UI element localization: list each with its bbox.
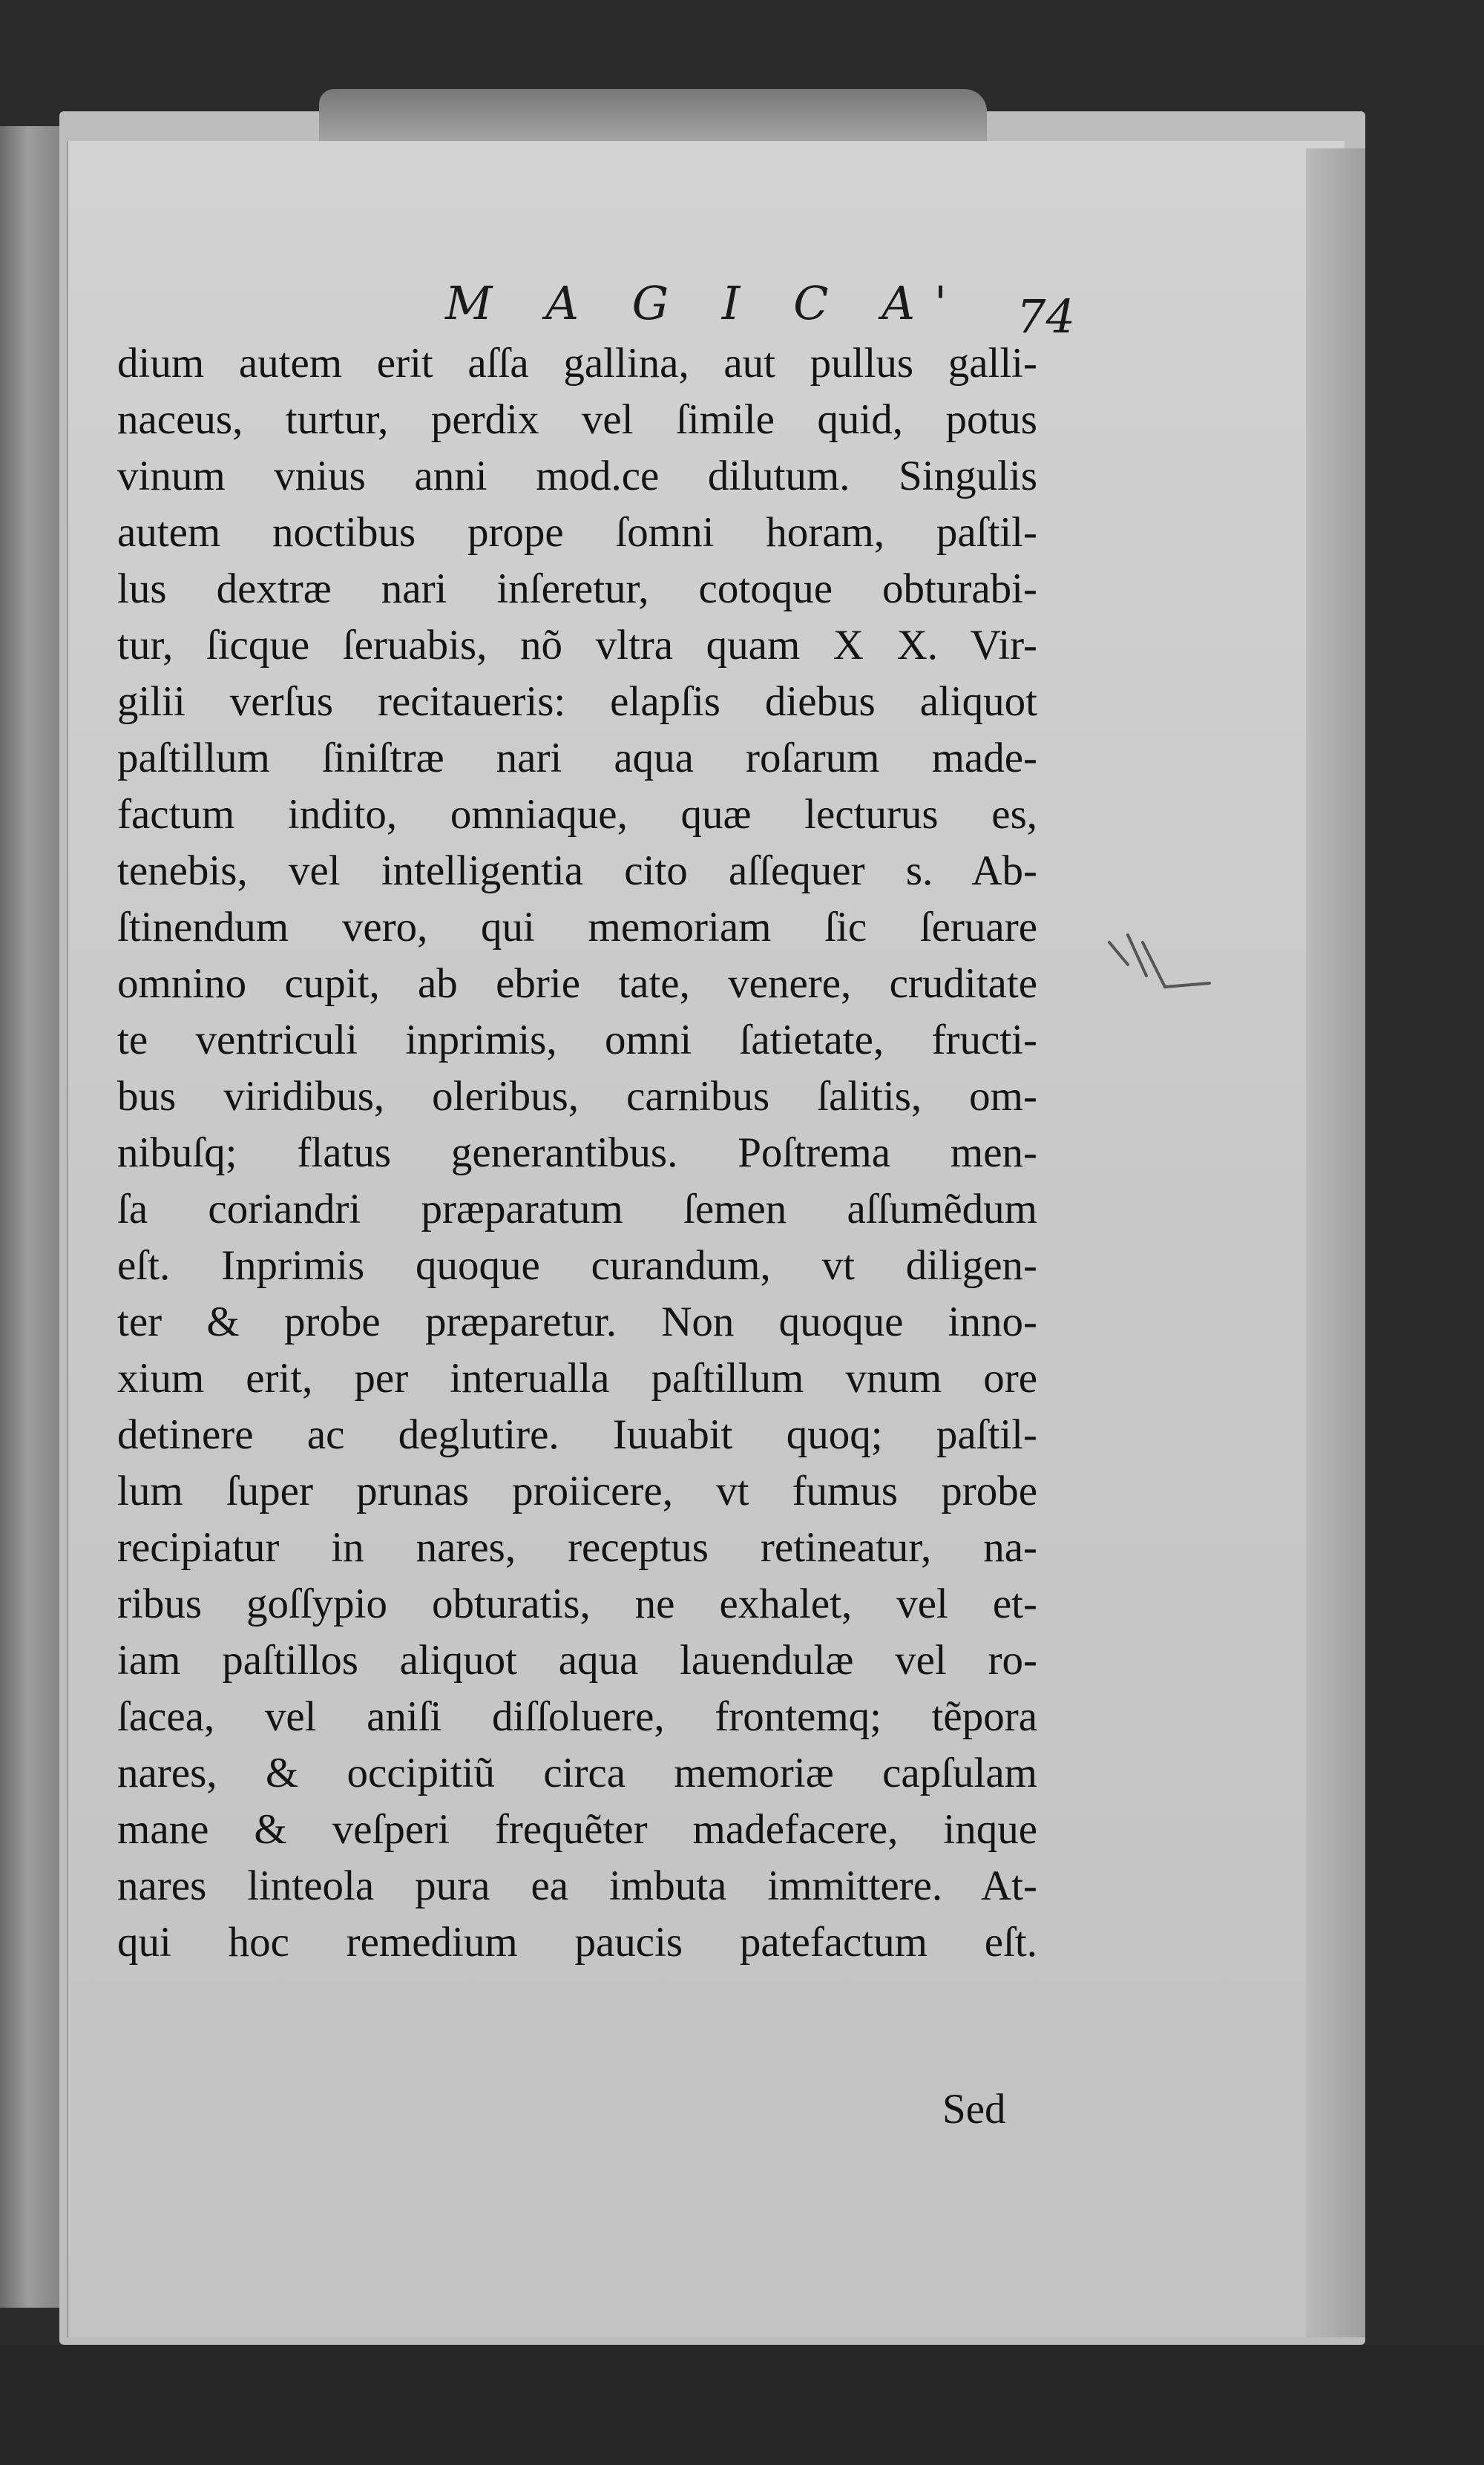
text-line: dium autem erit aſſa gallina, aut pullus galli-: [117, 340, 1037, 387]
text-line: ribus goſſypio obturatis, ne exhalet, vel et-: [117, 1581, 1037, 1627]
text-line: lum ſuper prunas proiicere, vt fumus probe: [117, 1468, 1037, 1514]
text-line: ter & probe præparetur. Non quoque inno-: [117, 1299, 1037, 1345]
scan-background-bottom: [0, 2345, 1484, 2465]
catchword: Sed: [942, 2086, 1006, 2133]
text-line: ſtinendum vero, qui memoriam ſic ſeruare: [117, 904, 1037, 951]
text-block: [117, 335, 1037, 1971]
text-line: omnino cupit, ab ebrie tate, venere, cruditate: [117, 960, 1037, 1007]
text-line: lus dextræ nari inſeretur, cotoque obturabi-: [117, 565, 1037, 612]
text-line: detinere ac deglutire. Iuuabit quoq; paſtil-: [117, 1411, 1037, 1458]
text-line: nibuſq; flatus generantibus. Poſtrema men-: [117, 1129, 1037, 1176]
text-line: te ventriculi inprimis, omni ſatietate, fructi-: [117, 1017, 1037, 1063]
text-line: nares, & occipitiũ circa memoriæ capſulam: [117, 1750, 1037, 1796]
text-line: nares linteola pura ea imbuta immittere. At-: [117, 1862, 1037, 1909]
text-line: naceus, turtur, perdix vel ſimile quid, potus: [117, 396, 1037, 443]
text-line: eſt. Inprimis quoque curandum, vt diligen-: [117, 1242, 1037, 1289]
text-line: iam paſtillos aliquot aqua lauendulæ vel ro-: [117, 1637, 1037, 1684]
text-line: bus viridibus, oleribus, carnibus ſalitis, om-: [117, 1073, 1037, 1120]
text-line: tenebis, vel intelligentia cito aſſequer s. Ab-: [117, 847, 1037, 894]
page-edge-right: [1306, 148, 1365, 2337]
text-line: qui hoc remedium paucis patefactum eſt.: [117, 1919, 1037, 1966]
running-head: M A G I C A': [445, 276, 967, 330]
text-line: ſacea, vel aniſi diſſoluere, frontemq; tẽpora: [117, 1693, 1037, 1740]
text-line: paſtillum ſiniſtræ nari aqua roſarum made-: [117, 735, 1037, 781]
page-number: 74: [1017, 289, 1075, 344]
text-line: vinum vnius anni mod.ce dilutum. Singulis: [117, 453, 1037, 499]
text-line: factum indito, omniaque, quæ lecturus es,: [117, 791, 1037, 838]
text-line: xium erit, per interualla paſtillum vnum ore: [117, 1355, 1037, 1402]
handwritten-margin-mark: [1106, 920, 1217, 994]
torn-top-edge: [319, 89, 987, 148]
text-line: ſa coriandri præparatum ſemen aſſumẽdum: [117, 1186, 1037, 1232]
text-line: autem noctibus prope ſomni horam, paſtil-: [117, 509, 1037, 556]
text-line: gilii verſus recitaueris: elapſis diebus aliquot: [117, 678, 1037, 725]
text-line: mane & veſperi frequẽter madefacere, inque: [117, 1806, 1037, 1853]
text-line: recipiatur in nares, receptus retineatur, na-: [117, 1524, 1037, 1571]
text-line: tur, ſicque ſeruabis, nõ vltra quam X X. Vir-: [117, 622, 1037, 669]
